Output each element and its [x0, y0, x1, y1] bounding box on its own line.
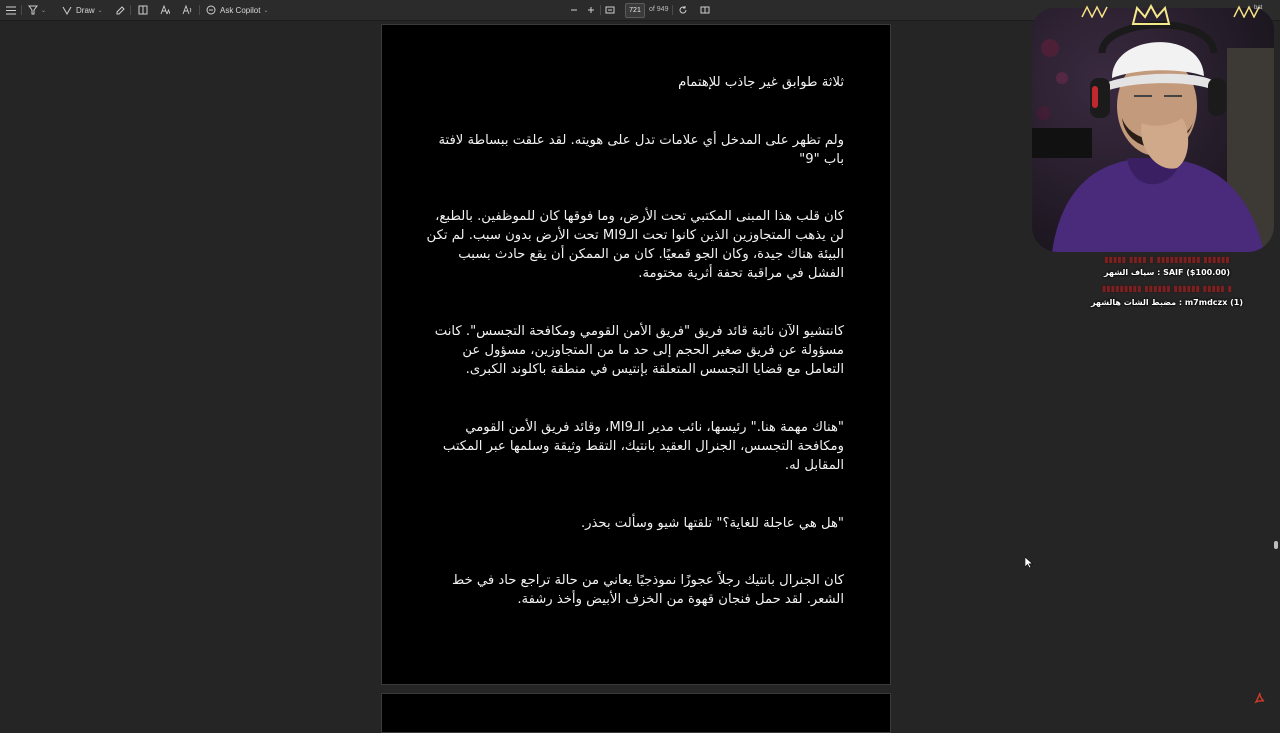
ask-copilot-button[interactable] — [206, 0, 269, 20]
alert-line-blurred: ▮▮▮▮▮▮ ▮▮▮▮▮▮▮▮▮▮ ▮ ▮▮▮▮ ▮▮▮▮▮ — [1104, 255, 1230, 264]
draw-label: Draw — [76, 5, 95, 15]
copilot-icon — [206, 5, 216, 15]
rotate-icon — [678, 5, 688, 15]
highlight-button[interactable] — [28, 0, 46, 20]
crown-icon — [1130, 4, 1172, 26]
read-aloud-icon — [182, 5, 192, 15]
toolbar-divider — [672, 5, 673, 15]
overlay-corner-label: bat — [1254, 5, 1263, 11]
paragraph-7: كان الجنرال بانتيك رجلاً عجوزًا نموذجيًا يعاني من حالة تراجع حاد في خط الشعر. لقد حمل فنجان قهوة من الخزف الأبيض وأخذ رشفة. — [451, 573, 844, 607]
text-button[interactable] — [160, 0, 170, 20]
list-icon — [6, 6, 16, 15]
top-donor-line: SAIF ($100.00) : سياف الشهر — [1103, 268, 1231, 277]
fit-width-icon — [605, 5, 615, 15]
alert-line-blurred: ▮ ▮▮▮▮▮ ▮▮▮▮▮▮ ▮▮▮▮▮▮ ▮▮▮▮▮▮▮▮▮ — [1101, 284, 1232, 293]
pdf-page — [381, 24, 891, 685]
toolbar-divider — [600, 5, 601, 15]
paragraph-2: ولم تظهر على المدخل أي علامات تدل على هويته. لقد علقت ببساطة لافتة باب "9" — [438, 133, 844, 167]
two-page-icon — [700, 5, 710, 15]
draw-button[interactable] — [62, 0, 103, 20]
page-number-input[interactable]: 721 — [625, 3, 645, 18]
toolbar-divider — [21, 5, 22, 15]
streamer-webcam-image — [1032, 8, 1274, 252]
toolbar-divider — [199, 5, 200, 15]
webcam-overlay — [1032, 8, 1274, 252]
page-view-icon — [138, 5, 148, 15]
paragraph-5: "هناك مهمة هنا." رئيسها، نائب مدير الـMI9، وقائد فريق الأمن القومي ومكافحة التجسس، الجنرال العقيد بانتيك، التقط وثيقة وسلمها عبر المكتب المقابل له. — [442, 420, 844, 473]
contents-button[interactable] — [6, 0, 16, 20]
fit-page-button[interactable] — [605, 0, 615, 20]
highlighter-icon — [28, 5, 38, 15]
page-total: of 949 — [649, 6, 669, 13]
pdf-file-icon — [1254, 692, 1266, 704]
eraser-icon — [115, 5, 125, 15]
top-chatter-line: m7mdczx (1) : مضبط الشات هالشهر — [1090, 298, 1244, 307]
text-aa-icon — [160, 5, 170, 15]
paragraph-4: كانتشيو الآن نائبة قائد فريق "فريق الأمن القومي ومكافحة التجسس". كانت مسؤولة عن فريق صغير الحجم إلى حد ما من المتجاوزين، مسؤول عن التعامل مع قضايا التجسس المتعلقة بإنتيس في منطقة باكلوند الكبرى. — [434, 324, 844, 377]
pen-icon — [62, 5, 72, 15]
scrollbar-thumb[interactable] — [1274, 541, 1278, 549]
read-aloud-button[interactable] — [182, 0, 192, 20]
zoom-out-button[interactable] — [570, 0, 578, 20]
minus-icon — [570, 6, 578, 14]
page-layout-button[interactable] — [700, 0, 710, 20]
toolbar-divider — [130, 5, 131, 15]
paragraph-3: كان قلب هذا المبنى المكتبي تحت الأرض، وما فوقها كان للموظفين. بالطبع، لن يذهب المتجاوزين الذين كانوا تحت الـMI9 تحت الأرض بدون سبب. لم تكن البيئة هناك جيدة، وكان الجو قمعيًا. كان من الممكن أن يقع حادث بسبب الفشل في مراقبة تحفة أثرية مختومة. — [426, 209, 844, 281]
chevron-down-icon: ⌄ — [41, 7, 47, 14]
paragraph-6: "هل هي عاجلة للغاية؟" تلقتها شيو وسألت بحذر. — [580, 516, 844, 531]
zoom-in-button[interactable] — [587, 0, 595, 20]
next-pdf-page — [381, 693, 891, 733]
copilot-label: Ask Copilot — [220, 5, 261, 15]
diamond-decoration-icon — [1080, 4, 1110, 18]
chevron-down-icon: ⌄ — [263, 7, 269, 14]
chevron-down-icon: ⌄ — [97, 7, 103, 14]
view-button[interactable] — [138, 0, 148, 20]
plus-icon — [587, 6, 595, 14]
mouse-cursor-icon — [1025, 557, 1033, 568]
paragraph-1: ثلاثة طوابق غير جاذب للإهتمام — [678, 75, 844, 90]
erase-button[interactable] — [115, 0, 125, 20]
rotate-button[interactable] — [678, 0, 688, 20]
